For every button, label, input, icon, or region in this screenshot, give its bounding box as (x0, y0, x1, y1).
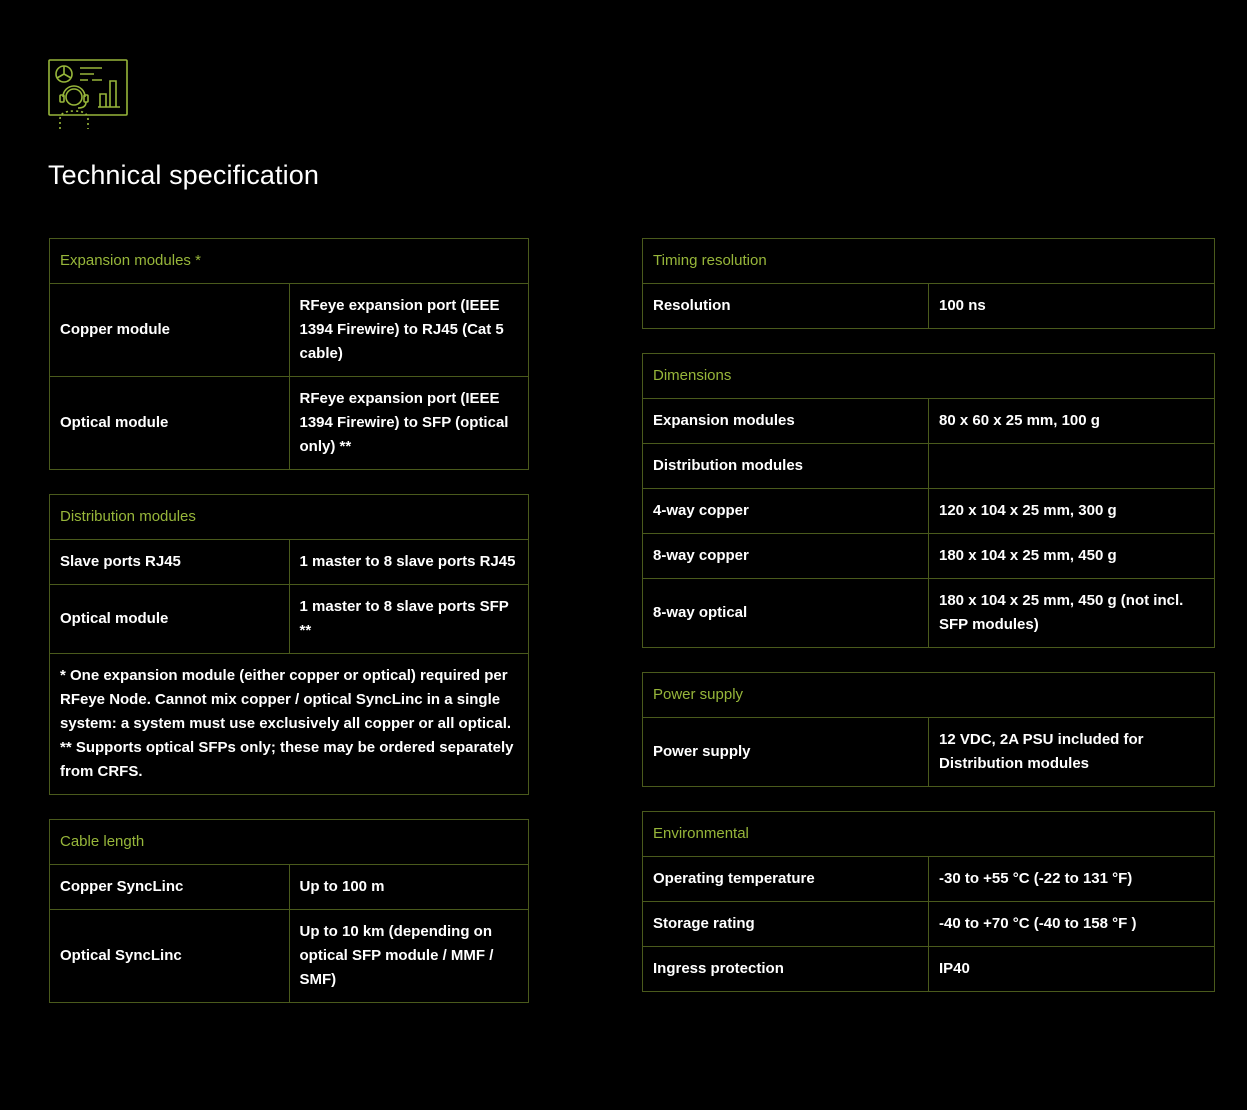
spec-value: 120 x 104 x 25 mm, 300 g (929, 489, 1215, 534)
footnote: ** Supports optical SFPs only; these may be ordered separately from CRFS. (60, 739, 514, 780)
spec-value: RFeye expansion port (IEEE 1394 Firewire) to RJ45 (Cat 5 cable) (289, 284, 529, 377)
spec-table-expansion-modules (49, 238, 529, 470)
spec-value: 180 x 104 x 25 mm, 450 g (929, 534, 1215, 579)
spec-value: 1 master to 8 slave ports RJ45 (289, 540, 529, 585)
spec-label: 8-way optical (643, 579, 929, 648)
table-row (50, 540, 529, 585)
spec-label: Power supply (643, 718, 929, 787)
spec-label: Distribution modules (643, 444, 929, 489)
spec-table-heading: Cable length (50, 820, 529, 865)
spec-table-cable-length (49, 819, 529, 1003)
spec-table-heading: Power supply (643, 673, 1215, 718)
spec-value: -30 to +55 °C (-22 to 131 °F) (929, 857, 1215, 902)
spec-label: Ingress protection (643, 947, 929, 992)
table-row (643, 579, 1215, 648)
spec-table-heading: Distribution modules (50, 495, 529, 540)
table-row (643, 399, 1215, 444)
spec-label: Optical SyncLinc (50, 910, 290, 1003)
support-agent-dashboard-icon (48, 59, 129, 133)
spec-label: 8-way copper (643, 534, 929, 579)
table-row (643, 718, 1215, 787)
spec-table-heading: Expansion modules * (50, 239, 529, 284)
spec-label: Copper module (50, 284, 290, 377)
footnote-cell (50, 654, 529, 795)
spec-value: Up to 10 km (depending on optical SFP module / MMF / SMF) (289, 910, 529, 1003)
table-row (50, 284, 529, 377)
table-row (50, 654, 529, 795)
left-spec-column (49, 238, 529, 1027)
spec-value: 12 VDC, 2A PSU included for Distribution modules (929, 718, 1215, 787)
spec-value: -40 to +70 °C (-40 to 158 °F ) (929, 902, 1215, 947)
spec-table-distribution-modules (49, 494, 529, 795)
table-row (643, 284, 1215, 329)
table-row (50, 910, 529, 1003)
page-title: Technical specification (48, 160, 319, 190)
table-row (643, 444, 1215, 489)
spec-value: 80 x 60 x 25 mm, 100 g (929, 399, 1215, 444)
table-row (643, 857, 1215, 902)
table-row (50, 377, 529, 470)
spec-table-heading: Timing resolution (643, 239, 1215, 284)
table-row (50, 585, 529, 654)
spec-label: 4-way copper (643, 489, 929, 534)
spec-table-heading: Dimensions (643, 354, 1215, 399)
table-row (643, 902, 1215, 947)
table-row (50, 865, 529, 910)
spec-table-environmental (642, 811, 1215, 992)
spec-label: Copper SyncLinc (50, 865, 290, 910)
spec-value: IP40 (929, 947, 1215, 992)
spec-value: 100 ns (929, 284, 1215, 329)
spec-table-power-supply (642, 672, 1215, 787)
spec-label: Optical module (50, 377, 290, 470)
spec-table-timing-resolution (642, 238, 1215, 329)
table-row (643, 534, 1215, 579)
spec-table-heading: Environmental (643, 812, 1215, 857)
spec-label: Optical module (50, 585, 290, 654)
spec-label: Storage rating (643, 902, 929, 947)
spec-label: Slave ports RJ45 (50, 540, 290, 585)
spec-label: Operating temperature (643, 857, 929, 902)
spec-label: Resolution (643, 284, 929, 329)
spec-value: 1 master to 8 slave ports SFP ** (289, 585, 529, 654)
spec-label: Expansion modules (643, 399, 929, 444)
right-spec-column (642, 238, 1215, 1016)
spec-value: Up to 100 m (289, 865, 529, 910)
spec-value: 180 x 104 x 25 mm, 450 g (not incl. SFP modules) (929, 579, 1215, 648)
table-row (643, 947, 1215, 992)
footnote: * One expansion module (either copper or optical) required per RFeye Node. Cannot mix copper / optical SyncLinc in a single system: a system must use exclusively all copper or all optical. (60, 667, 512, 732)
spec-table-dimensions (642, 353, 1215, 648)
spec-value (929, 444, 1215, 489)
table-row (643, 489, 1215, 534)
spec-value: RFeye expansion port (IEEE 1394 Firewire) to SFP (optical only) ** (289, 377, 529, 470)
